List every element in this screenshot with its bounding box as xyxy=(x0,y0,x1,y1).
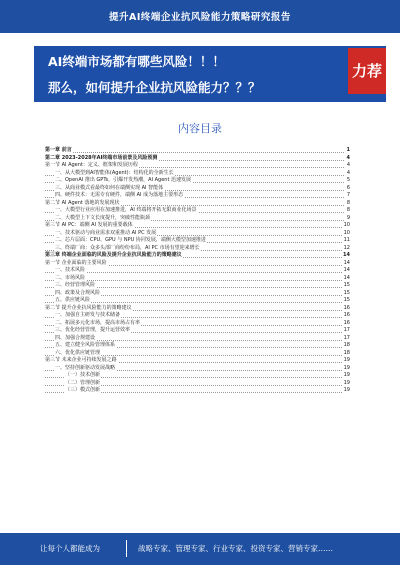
toc-entry-page: 11 xyxy=(343,237,350,243)
promo-banner xyxy=(34,46,386,102)
toc-entry-label: （一）技术创新 xyxy=(65,372,101,378)
toc-entry-label: 一、从大模型到AI智能体(Agent)：结构化的全新生长 xyxy=(55,169,174,176)
toc-title: 内容目录 xyxy=(178,122,222,135)
toc-entry-page: 19 xyxy=(343,387,350,393)
toc-entry-page: 4 xyxy=(346,154,350,161)
toc-entry[interactable] xyxy=(45,215,350,223)
toc-entry-label: 二、市场风险 xyxy=(55,274,86,281)
toc-entry[interactable] xyxy=(45,275,350,283)
toc-entry[interactable] xyxy=(45,365,350,373)
toc-entry-label: 五、供应链风险 xyxy=(55,297,91,303)
toc-entry-page: 5 xyxy=(346,177,350,183)
toc-entry[interactable] xyxy=(45,372,350,380)
toc-entry-page: 15 xyxy=(343,289,350,296)
toc-entry[interactable] xyxy=(45,260,350,268)
toc-entry-label: 一、坚持创新驱动发展战略 xyxy=(55,364,116,371)
toc-entry-page: 7 xyxy=(346,192,350,198)
toc-entry[interactable] xyxy=(45,230,350,238)
toc-entry-page: 18 xyxy=(343,342,350,348)
toc-entry[interactable] xyxy=(45,290,350,298)
toc-entry-page: 15 xyxy=(343,297,350,303)
toc-entry-label: 第三节 AI PC：端侧 AI 发展的重要载体 xyxy=(45,222,133,228)
toc-entry[interactable] xyxy=(45,207,350,215)
banner-headline: AI终端市场都有哪些风险！！！ xyxy=(48,54,225,69)
toc-entry-page: 19 xyxy=(343,364,350,371)
toc-entry-page: 12 xyxy=(343,244,350,251)
toc-entry-page: 16 xyxy=(343,312,350,318)
toc-entry-label: （二）管理创新 xyxy=(65,379,101,386)
footer-tagline: 让每个人都能成为 xyxy=(40,544,100,553)
toc-entry-label: 二、拓展多元化市场，提高市场占有率 xyxy=(55,319,141,326)
toc-entry-label: 第二节 AI Agent 落地的发展现状 xyxy=(45,199,120,206)
toc-entry-label: 三、优化经营管理，提升运营效率 xyxy=(55,327,131,333)
toc-entry-label: 四、政策及合规风险 xyxy=(55,289,101,296)
toc-leader-dots xyxy=(45,272,344,273)
toc-entry[interactable] xyxy=(45,320,350,328)
toc-entry-label: 五、建立健全风险管理体系 xyxy=(55,342,116,348)
toc-entry-label: 三、从商业模式看最终如何在端侧实现 AI 智能体 xyxy=(55,184,164,191)
toc-entry-page: 17 xyxy=(343,327,350,333)
footer-roles: 战略专家、管理专家、行业专家、投资专家、营销专家…… xyxy=(138,544,333,553)
table-of-contents xyxy=(45,147,350,395)
toc-entry-page: 18 xyxy=(343,349,350,356)
toc-entry[interactable] xyxy=(45,252,350,260)
toc-entry[interactable] xyxy=(45,245,350,253)
toc-entry[interactable] xyxy=(45,380,350,388)
toc-entry[interactable] xyxy=(45,155,350,163)
toc-entry[interactable] xyxy=(45,147,350,155)
toc-entry-page: 8 xyxy=(346,199,350,206)
toc-entry-page: 4 xyxy=(346,169,350,176)
toc-entry-page: 14 xyxy=(343,259,350,266)
toc-entry-page: 4 xyxy=(346,162,350,168)
toc-entry-page: 10 xyxy=(343,222,350,228)
toc-entry[interactable] xyxy=(45,177,350,185)
toc-entry[interactable] xyxy=(45,192,350,200)
toc-entry[interactable] xyxy=(45,162,350,170)
toc-entry-label: 第一章 前言 xyxy=(45,147,72,153)
toc-entry[interactable] xyxy=(45,342,350,350)
toc-entry-label: 三、终端厂商：众多头部厂商纷纷布局，AI PC 市场有望迎来增长 xyxy=(55,244,200,251)
toc-entry-page: 19 xyxy=(343,379,350,386)
toc-entry[interactable] xyxy=(45,312,350,320)
toc-entry[interactable] xyxy=(45,297,350,305)
toc-entry-label: 三、经营管理风险 xyxy=(55,282,96,288)
toc-entry-page: 19 xyxy=(343,357,350,363)
toc-entry-label: 四、加强合规建设 xyxy=(55,334,96,341)
toc-entry[interactable] xyxy=(45,387,350,395)
toc-entry[interactable] xyxy=(45,282,350,290)
toc-entry[interactable] xyxy=(45,305,350,313)
toc-entry-label: 六、优化供应链管理 xyxy=(55,349,101,356)
toc-entry-page: 17 xyxy=(343,334,350,341)
toc-entry-label: 第一节 AI Agent：定义、框架和发展历程 xyxy=(45,162,138,168)
toc-leader-dots xyxy=(45,280,344,281)
toc-entry-page: 10 xyxy=(343,229,350,236)
toc-entry[interactable] xyxy=(45,267,350,275)
toc-entry-page: 14 xyxy=(343,267,350,273)
toc-entry[interactable] xyxy=(45,357,350,365)
toc-entry[interactable] xyxy=(45,185,350,193)
toc-entry-page: 8 xyxy=(346,207,350,213)
toc-entry-label: 二、OpenAI 推出 GPTs，引爆开发热潮，AI Agent 迅速发展 xyxy=(55,177,192,183)
toc-entry-label: 第二章 2023-2028年AI终端市场前景及风险预测 xyxy=(45,154,158,161)
toc-entry[interactable] xyxy=(45,170,350,178)
toc-entry-label: 第二节 提升企业抗风险能力的策略建议 xyxy=(45,304,132,311)
toc-entry-page: 16 xyxy=(343,304,350,311)
toc-entry-page: 1 xyxy=(346,147,350,153)
toc-entry-label: 第三节 未来企业可持续发展之路 xyxy=(45,357,117,363)
toc-entry-label: （三）模式创新 xyxy=(65,387,101,393)
recommend-badge: 力荐 xyxy=(348,48,386,94)
toc-entry[interactable] xyxy=(45,335,350,343)
toc-entry-page: 16 xyxy=(343,319,350,326)
toc-entry[interactable] xyxy=(45,350,350,358)
toc-leader-dots xyxy=(45,152,344,153)
toc-entry-label: 四、硬件技术：无需专有硬件，端侧 AI 成为落地主要形态 xyxy=(55,192,184,198)
toc-entry-label: 第一节 企业面临的主要风险 xyxy=(45,259,107,266)
report-title: 提升AI终端企业抗风险能力策略研究报告 xyxy=(109,12,291,23)
toc-entry-label: 第三章 终端企业面临的风险及提升企业抗风险能力的策略建议 xyxy=(45,252,182,258)
toc-entry-label: 一、大模型行业应用在加速推进，AI 终端将开拓无限商业化场景 xyxy=(55,207,197,213)
toc-entry-label: 一、加强自主研发与技术储备 xyxy=(55,312,121,318)
toc-entry-label: 二、芯片层面：CPU、GPU 与 NPU 协同发展，端侧大模型加速推进 xyxy=(55,237,206,243)
toc-entry-page: 15 xyxy=(343,282,350,288)
toc-entry[interactable] xyxy=(45,200,350,208)
footer-divider xyxy=(126,540,127,557)
toc-entry[interactable] xyxy=(45,237,350,245)
toc-entry-label: 一、技术风险 xyxy=(55,267,86,273)
toc-entry-label: 二、大模型上下文长度提升，突破性能瓶颈 xyxy=(55,214,151,221)
toc-entry-page: 14 xyxy=(343,252,350,258)
toc-entry-page: 19 xyxy=(343,372,350,378)
toc-entry-page: 14 xyxy=(343,274,350,281)
report-header-bar xyxy=(0,0,400,33)
toc-entry[interactable] xyxy=(45,222,350,230)
toc-entry-label: 一、技术驱动与商业需求双重推动 AI PC 发展 xyxy=(55,229,157,236)
toc-entry-page: 9 xyxy=(346,214,350,221)
toc-entry-page: 6 xyxy=(346,184,350,191)
toc-entry[interactable] xyxy=(45,327,350,335)
banner-subheadline: 那么，如何提升企业抗风险能力？？？ xyxy=(48,80,261,95)
footer-bar xyxy=(0,533,400,565)
